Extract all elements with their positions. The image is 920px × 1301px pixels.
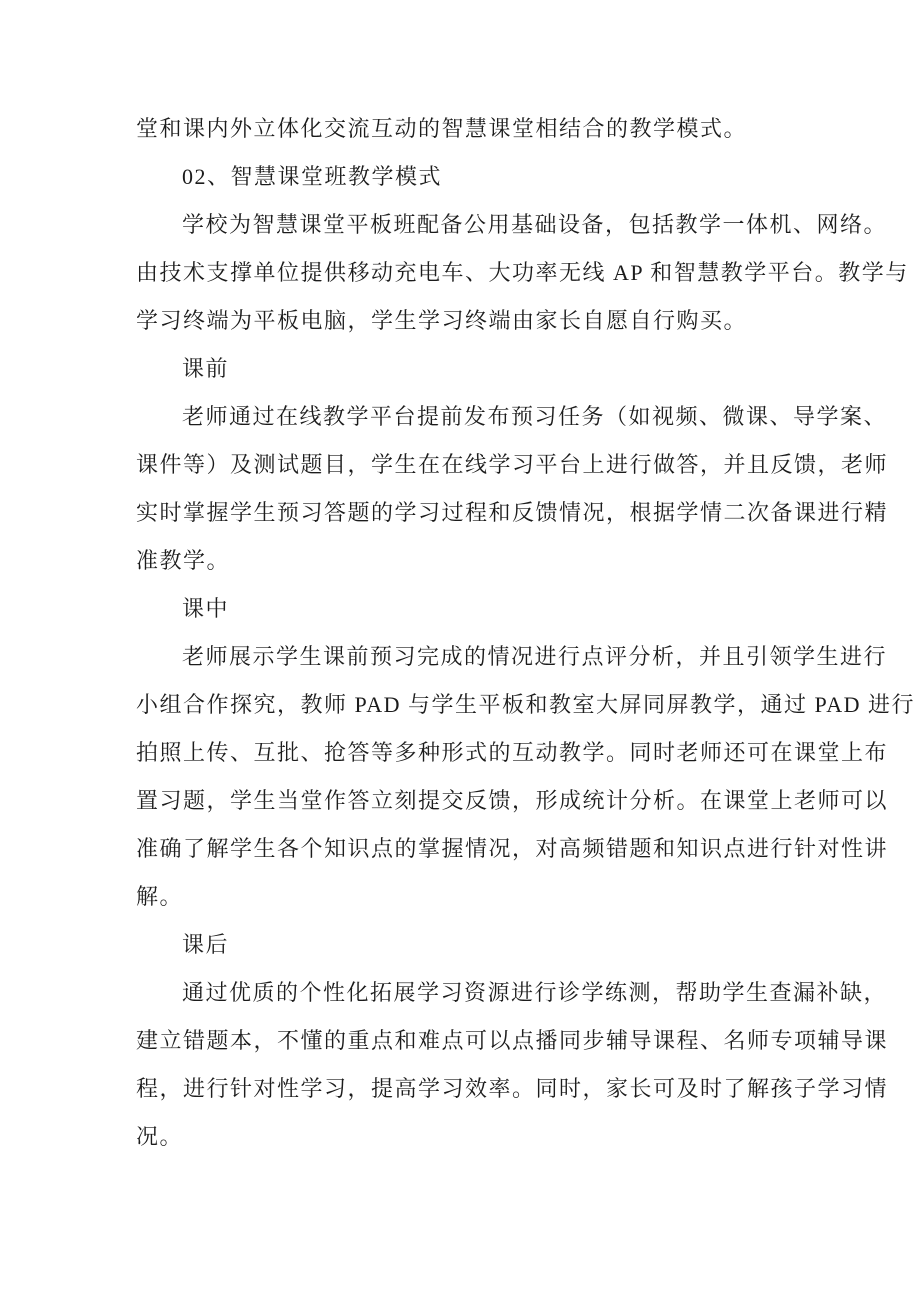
text-line: 老师通过在线教学平台提前发布预习任务（如视频、微课、导学案、 [182,404,888,429]
text-line: 建立错题本，不懂的重点和难点可以点播同步辅导课程、名师专项辅导课 [136,1028,889,1053]
text-line: 学习终端为平板电脑，学生学习终端由家长自愿自行购买。 [136,308,748,333]
text-line: 况。 [136,1124,184,1149]
text-line: 课件等）及测试题目，学生在在线学习平台上进行做答，并且反馈，老师 [136,452,889,477]
text-line: 实时掌握学生预习答题的学习过程和反馈情况，根据学情二次备课进行精 [136,500,889,525]
text-line: 课前 [182,356,230,381]
text-line: 课中 [182,596,230,621]
text-line: 堂和课内外立体化交流互动的智慧课堂相结合的教学模式。 [136,116,748,141]
text-line: 置习题，学生当堂作答立刻提交反馈，形成统计分析。在课堂上老师可以 [136,788,889,813]
text-line: 通过优质的个性化拓展学习资源进行诊学练测，帮助学生查漏补缺， [182,980,888,1005]
text-line: 老师展示学生课前预习完成的情况进行点评分析，并且引领学生进行 [182,644,888,669]
text-line: 课后 [182,932,230,957]
text-line: 准教学。 [136,548,231,573]
text-line: 准确了解学生各个知识点的掌握情况，对高频错题和知识点进行针对性讲 [136,836,889,861]
text-line: 解。 [136,884,184,909]
text-line: 程，进行针对性学习，提高学习效率。同时，家长可及时了解孩子学习情 [136,1076,889,1101]
document-body [136,105,915,1161]
text-line: 02、智慧课堂班教学模式 [182,164,443,189]
text-line: 小组合作探究，教师 PAD 与学生平板和教室大屏同屏教学，通过 PAD 进行 [136,692,915,717]
text-line: 学校为智慧课堂平板班配备公用基础设备，包括教学一体机、网络。 [182,212,888,237]
text-line: 拍照上传、互批、抢答等多种形式的互动教学。同时老师还可在课堂上布 [136,740,889,765]
text-line: 由技术支撑单位提供移动充电车、大功率无线 AP 和智慧教学平台。教学与 [136,260,909,285]
